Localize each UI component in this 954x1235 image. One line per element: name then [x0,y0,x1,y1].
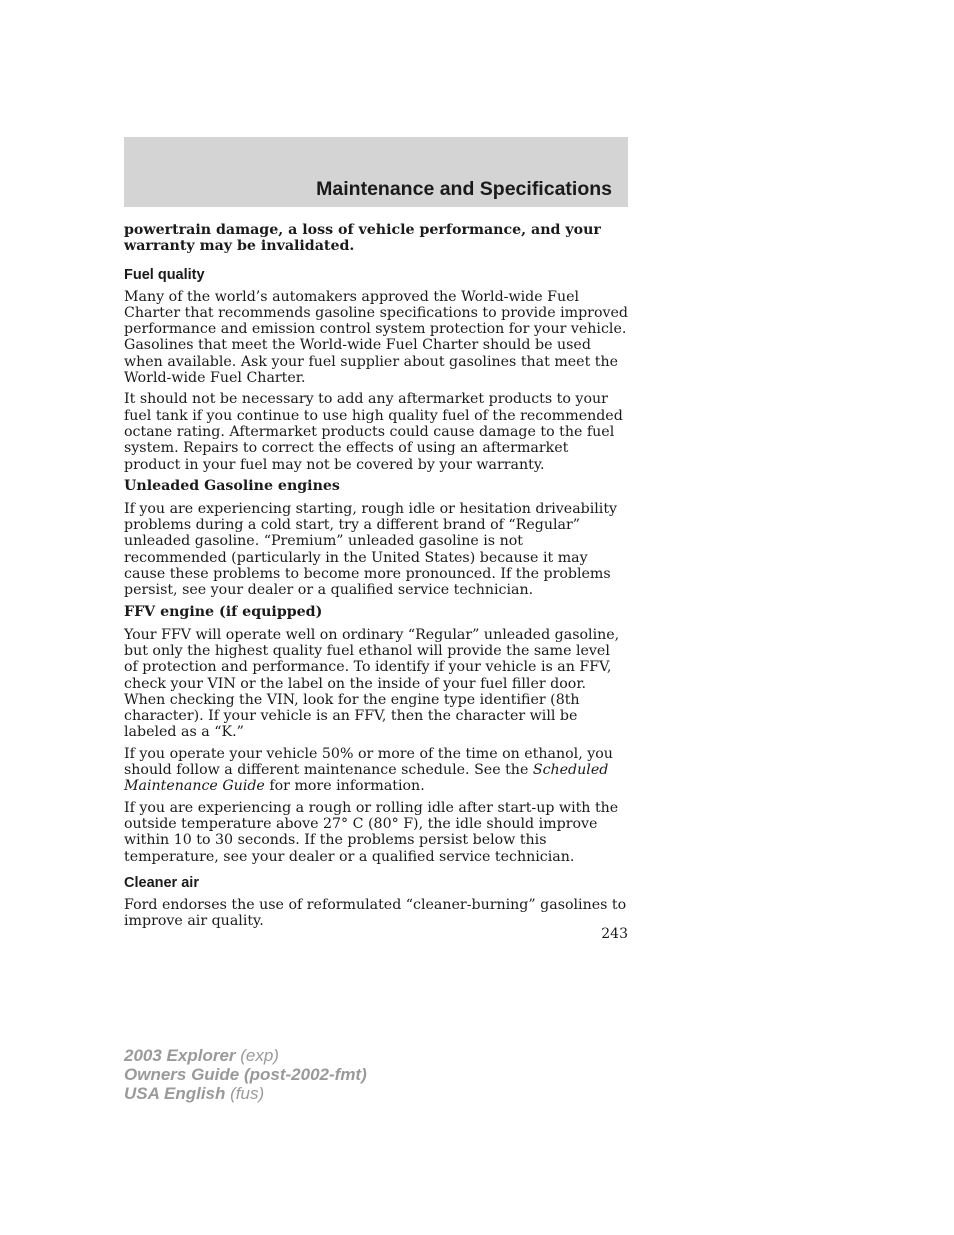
footer-doc-info [124,1046,367,1103]
header-band [124,137,628,207]
scheduled-maintenance-guide-ref: Scheduled Maintenance Guide [124,762,609,795]
footer-line-1 [124,1046,367,1065]
footer-line-3 [124,1084,367,1103]
lead-paragraph: powertrain damage, a loss of vehicle performance, and your warranty may be invalidated. [124,222,601,255]
fuel-quality-paragraph-1: Many of the world’s automakers approved the World-wide Fuel Charter that recommends gasoline specifications to provide improved performance and emission control system protection for your vehicle. Gasolines that meet the World-wide Fuel Charter should be used when available. Ask your fuel supplier about gasolines that meet the World-wide Fuel Charter. [124,288,628,387]
ffv-paragraph-2-start: If you operate your vehicle 50% or more of the time on ethanol, you should follow a different maintenance schedule. See the [124,745,613,779]
footer-model-code: (exp) [235,1046,279,1065]
heading-unleaded-gasoline: Unleaded Gasoline engines [124,477,340,494]
footer-line-2 [124,1065,367,1084]
heading-cleaner-air: Cleaner air [124,874,199,891]
unleaded-paragraph-1: If you are experiencing starting, rough idle or hesitation driveability problems during a cold start, try a different brand of “Regular” unleaded gasoline. “Premium” unleaded gasoline is not recommended (particularly in the United States) because it may cause these problems to become more pronounced. If the problems persist, see your dealer or a qualified service technician. [124,500,618,599]
page-content [124,222,628,934]
footer-guide: Owners Guide (post-2002-fmt) [124,1065,367,1084]
footer-language: USA English [124,1084,226,1103]
ffv-paragraph-2-end: for more information. [264,778,425,795]
ffv-paragraph-3: If you are experiencing a rough or rolling idle after start-up with the outside temperature above 27° C (80° F), the idle should improve within 10 to 30 seconds. If the problems persist below this temperature, see your dealer or a qualified service technician. [124,799,619,865]
footer-model: 2003 Explorer [124,1046,236,1065]
section-title: Maintenance and Specifications [316,178,612,200]
ffv-paragraph-1: Your FFV will operate well on ordinary “Regular” unleaded gasoline, but only the highest quality fuel ethanol will provide the same level of protection and performance. To identify if your vehicle is an FFV, check your VIN or the label on the inside of your fuel filler door. When checking the VIN, look for the engine type identifier (8th character). If your vehicle is an FFV, then the character will be labeled as a “K.” [124,626,620,741]
ffv-paragraph-2 [124,746,628,795]
page-number: 243 [601,926,628,942]
footer-language-code: (fus) [225,1084,265,1103]
cleaner-air-paragraph-1: Ford endorses the use of reformulated “cleaner-burning” gasolines to improve air quality. [124,896,627,930]
fuel-quality-paragraph-2: It should not be necessary to add any aftermarket products to your fuel tank if you continue to use high quality fuel of the recommended octane rating. Aftermarket products could cause damage to the fuel system. Repairs to correct the effects of using an aftermarket product in your fuel may not be covered by your warranty. [124,391,623,473]
heading-fuel-quality: Fuel quality [124,266,205,283]
heading-ffv-engine: FFV engine (if equipped) [124,603,323,620]
